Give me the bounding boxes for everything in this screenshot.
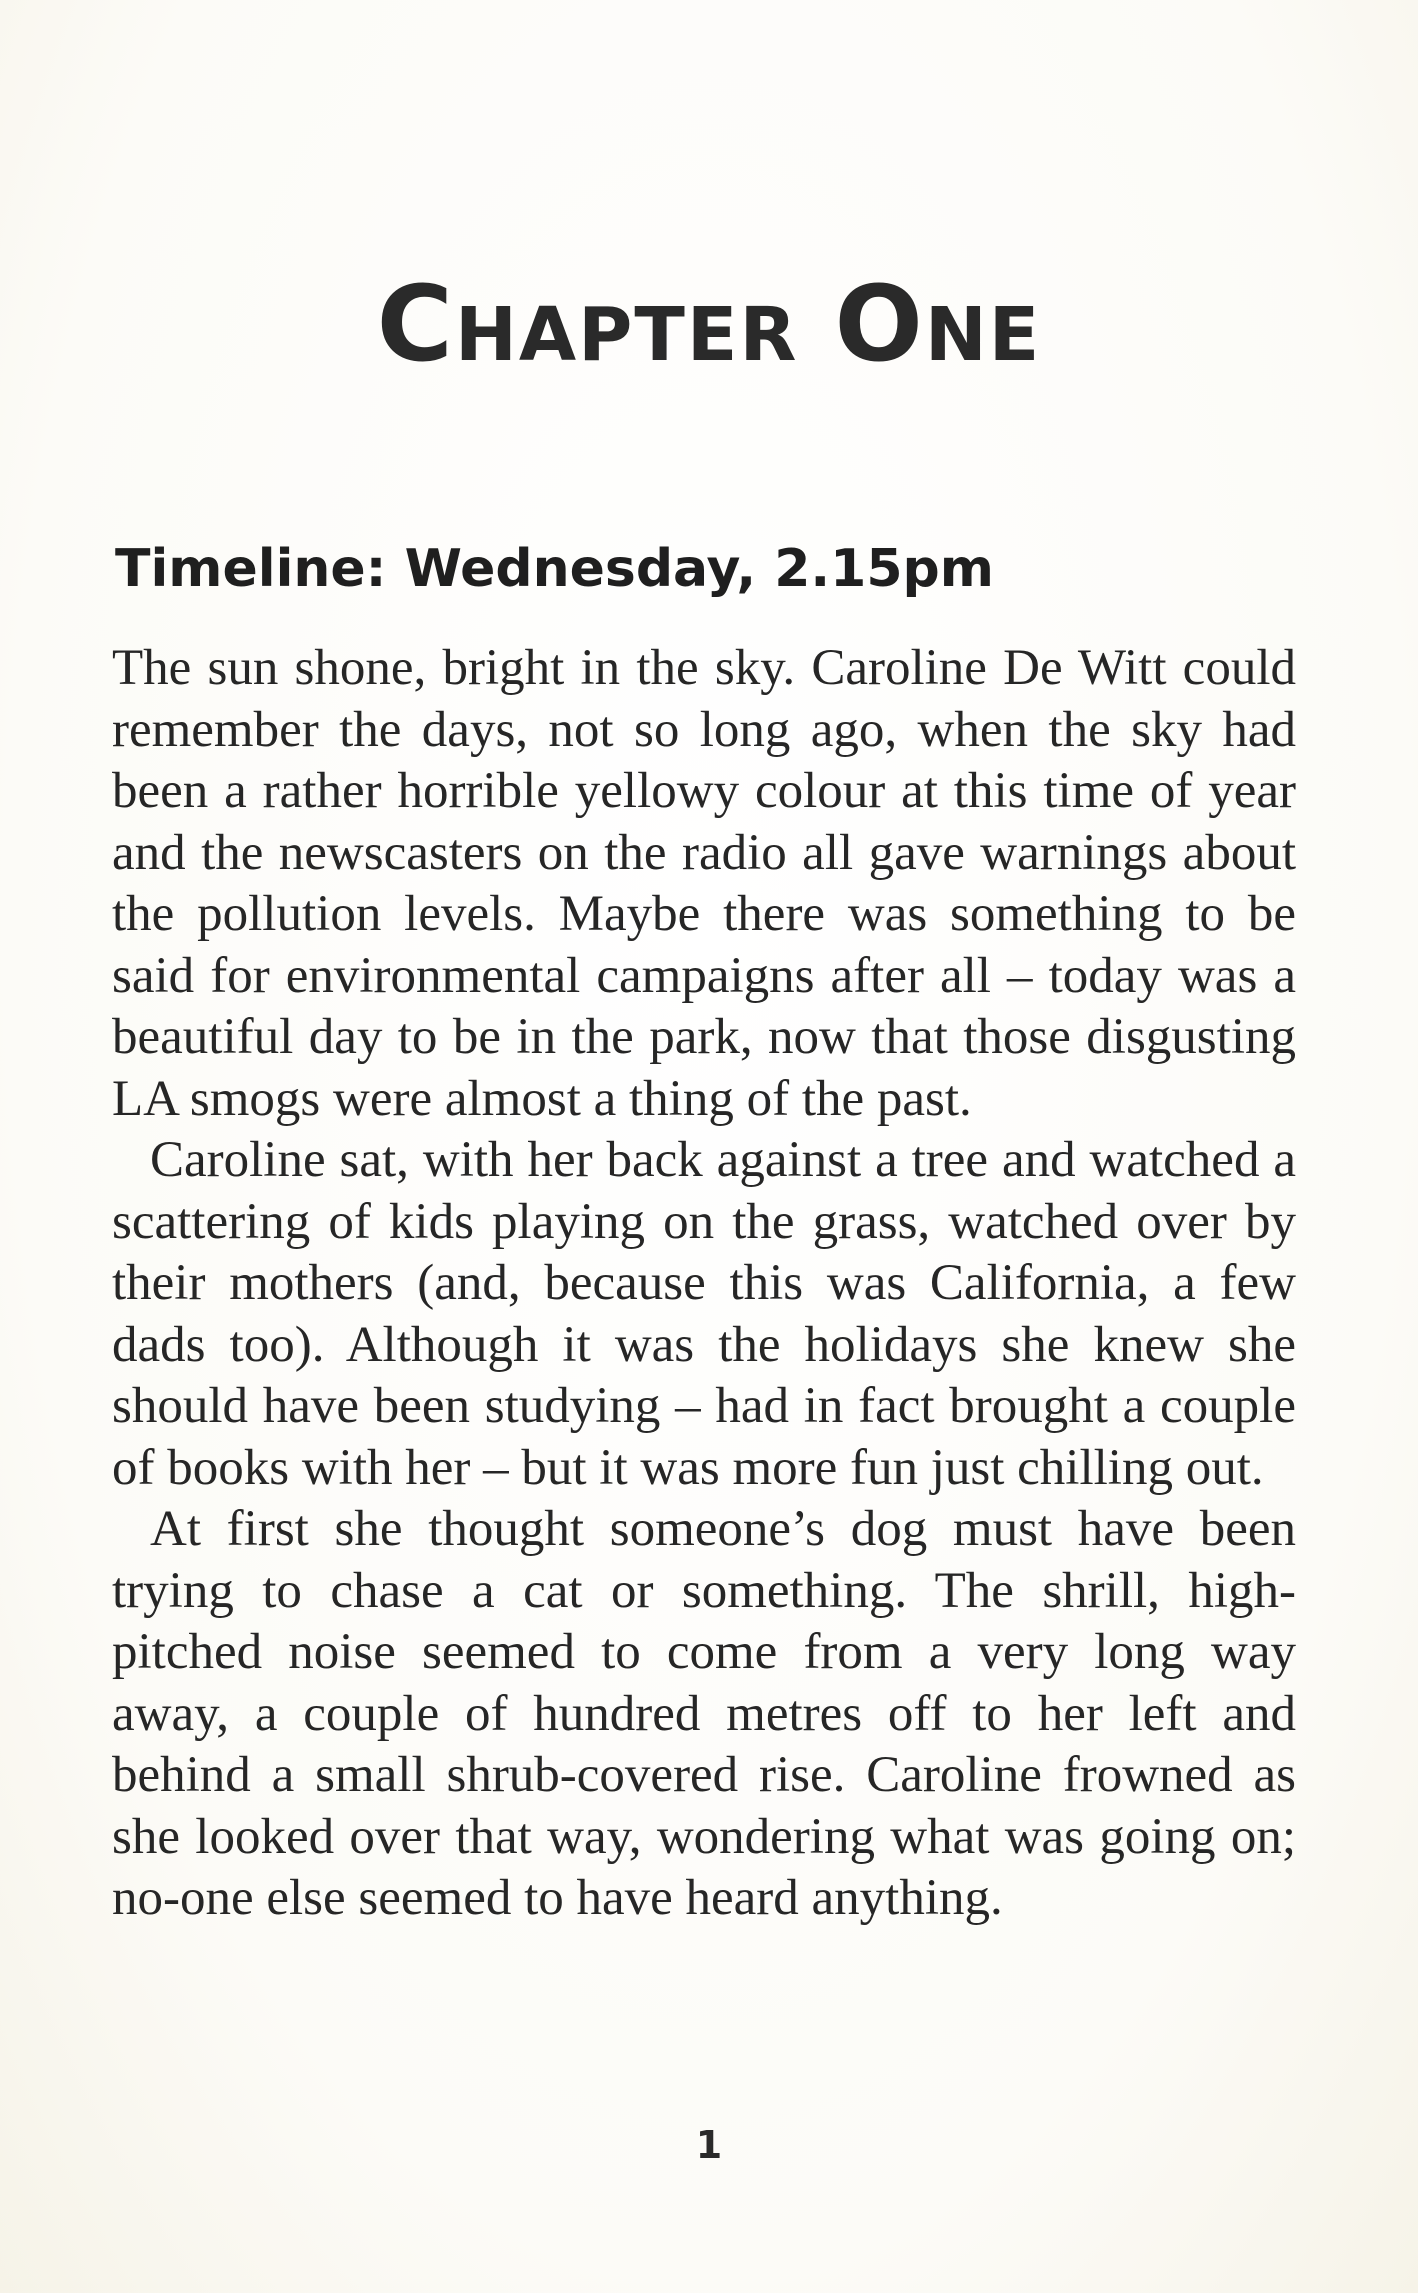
timeline-subheading: Timeline: Wednesday, 2.15pm xyxy=(115,539,994,599)
chapter-word2-rest: NE xyxy=(924,292,1042,378)
chapter-word2-initial: O xyxy=(834,263,925,385)
paragraph-2: Caroline sat, with her back against a tree and watched a scattering of kids playing on the grass, watched over by their mothers (and, because this was California, a few dads too). Although it was the holidays she knew she should have been studying – had in fact brought a couple of books with her – but it was more fun just chilling out. xyxy=(112,1132,1296,1496)
chapter-body xyxy=(112,638,1296,1930)
paragraph-1: The sun shone, bright in the sky. Caroline De Witt could remember the days, not so long ago, when the sky had been a rather horrible yellowy colour at this time of year and the newscasters on the radio all gave warnings about the pollution levels. Maybe there was something to be said for environmental campaigns after all – today was a beautiful day to be in the park, now that those disgusting LA smogs were almost a thing of the past. xyxy=(112,640,1296,1127)
chapter-heading xyxy=(0,263,1418,385)
chapter-word1-initial: C xyxy=(376,263,455,385)
paragraph-3: At first she thought someone’s dog must have been trying to chase a cat or something. The shrill, high-pitched noise seemed to come from a very long way away, a couple of hundred metres off to her left and behind a small shrub-covered rise. Caroline frowned as she looked over that way, wondering what was going on; no-one else seemed to have heard anything. xyxy=(112,1501,1296,1926)
chapter-word1-rest: HAPTER xyxy=(454,292,799,378)
page-number: 1 xyxy=(695,2123,723,2167)
